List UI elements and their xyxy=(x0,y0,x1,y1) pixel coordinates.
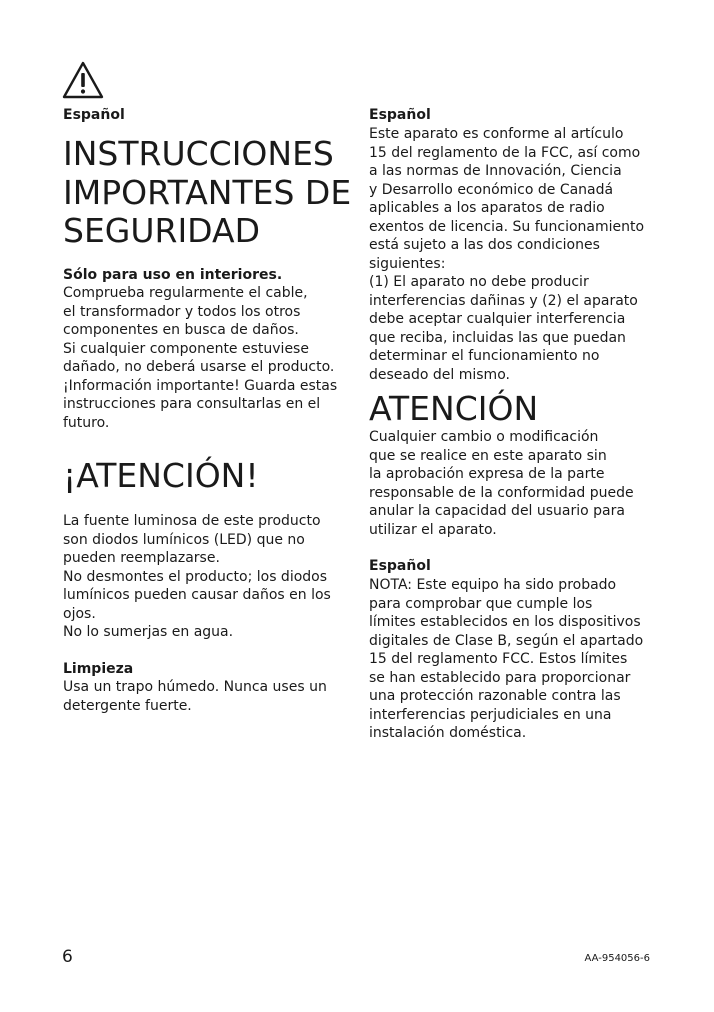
language-label: Español xyxy=(63,107,125,123)
indoor-use-text: Comprueba regularmente el cable, el transformador y todos los otros componentes en busca de daños. Si cualquier componente estuviese dañado, no deberá usarse el producto. ¡Información importante! Guarda estas instrucciones para consultarlas en el futuro. xyxy=(63,285,338,431)
right-column xyxy=(369,106,659,743)
fcc-note-text: NOTA: Este equipo ha sido probado para comprobar que cumple los límites establecidos en los dispositivos digitales de Clase B, según el apartado 15 del reglamento FCC. Estos límites se han establecido para proporcionar una protección razonable contra las interferencias perjudiciales en una instalación doméstica. xyxy=(369,577,644,741)
language-label-fcc: Español xyxy=(369,107,431,123)
warning-triangle-icon xyxy=(62,61,104,99)
cleaning-heading: Limpieza xyxy=(63,660,134,677)
language-label-note: Español xyxy=(369,558,431,574)
page-title: INSTRUCCIONES IMPORTANTES DE SEGURIDAD xyxy=(63,134,352,250)
left-column xyxy=(63,106,353,715)
page-number: 6 xyxy=(62,947,73,967)
fcc-compliance-text: Este aparato es conforme al artículo 15 del reglamento de la FCC, así como a las normas de Innovación, Ciencia y Desarrollo económico de Canadá aplicables a los aparatos de radio exentos de licencia. Su funcionamiento está sujeto a las dos condiciones siguientes: (1) El aparato no debe producir interferencias dañinas y (2) el aparato debe aceptar cualquier interferencia que reciba, incluidas las que puedan determinar el funcionamiento no deseado del mismo. xyxy=(369,126,645,383)
cleaning-text: Usa un trapo húmedo. Nunca uses un detergente fuerte. xyxy=(63,679,327,714)
attention-heading: ¡ATENCIÓN! xyxy=(63,456,259,495)
document-code: AA-954056-6 xyxy=(584,953,650,964)
attention-text-fcc: Cualquier cambio o modificación que se realice en este aparato sin la aprobación expresa de la parte responsable de la conformidad puede anular la capacidad del usuario para utilizar el aparato. xyxy=(369,429,634,538)
attention-heading-fcc: ATENCIÓN xyxy=(369,389,539,428)
attention-text: La fuente luminosa de este producto son diodos lumínicos (LED) que no pueden reemplazarse. No desmontes el producto; los diodos lumínicos pueden causar daños en los ojos. No lo sumerjas en agua. xyxy=(63,513,331,640)
indoor-use-heading: Sólo para uso en interiores. xyxy=(63,266,283,283)
